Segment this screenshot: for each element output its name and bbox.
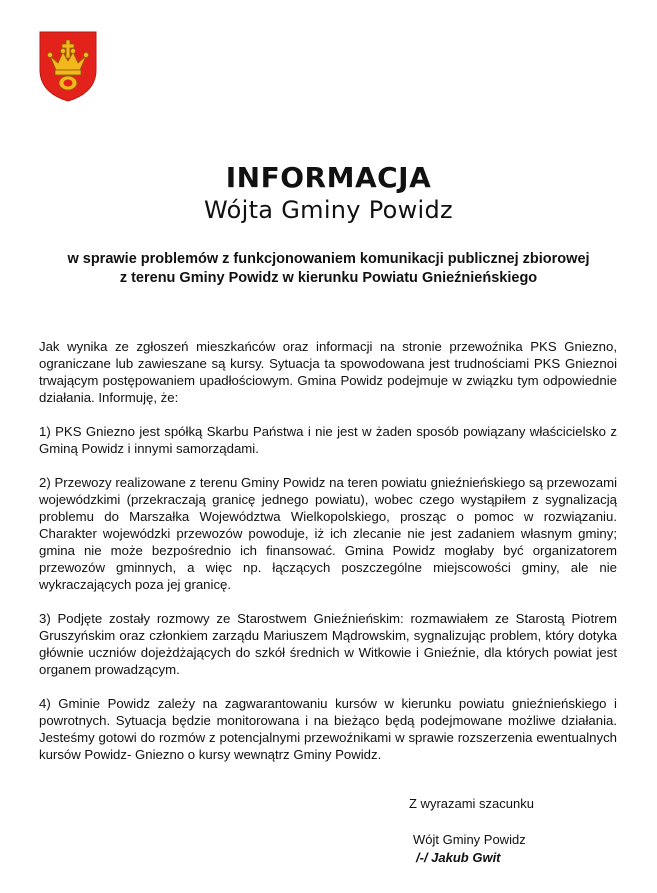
point-3-paragraph: 3) Podjęte zostały rozmowy ze Starostwem Gnieźnieńskim: rozmawiałem ze Starostą Piotrem Gruszyńskim oraz członkiem zarządu Mariuszem Mądrowskim, sygnalizując problem, który dotyka głównie uczniów dojeżdżających do szkół średnich w Witkowie i Gnieźnie, dla których powiat jest organem prowadzącym.	[39, 611, 617, 677]
document-subtitle: Wójta Gminy Powidz	[204, 196, 453, 224]
point-1-paragraph: 1) PKS Gniezno jest spółką Skarbu Państwa i nie jest w żaden sposób powiązany właścicielsko z Gminą Powidz i innymi samorządami.	[39, 424, 617, 456]
subject-line-1: w sprawie problemów z funkcjonowaniem komunikacji publicznej zbiorowej	[67, 251, 590, 267]
intro-paragraph: Jak wynika ze zgłoszeń mieszkańców oraz informacji na stronie przewoźnika PKS Gniezno, ograniczane lub zawieszane są kursy. Sytuacja ta spowodowana jest trudnościami PKS Gnieznoi trwającym postępowaniem upadłościowym. Gmina Powidz podejmuje w związku tym odpowiednie działania. Informuję, że:	[39, 339, 617, 405]
closing-phrase: Z wyrazami szacunku	[409, 796, 534, 811]
document-title: INFORMACJA	[225, 161, 432, 194]
coat-of-arms-icon	[38, 30, 98, 102]
point-2-paragraph: 2) Przewozy realizowane z terenu Gminy Powidz na teren powiatu gnieźnieńskiego są przewozami wojewódzkimi (przekraczają granicę jednego powiatu), wobec czego wystąpiłem z sygnalizacją problemu do Marszałka Województwa Wielkopolskiego, prosząc o pomoc w rozwiązaniu. Charakter wojewódzki przewozów powoduje, iż ich zlecanie nie jest zadaniem własnym gminy; gmina nie może bezpośrednio ich finansować. Gmina Powidz mogłaby być organizatorem przewozów gminnych, a więc np. łączących poszczególne miejscowości gminy, ale nie wykraczających poza jej granicę.	[39, 475, 617, 592]
signatory-title: Wójt Gminy Powidz	[413, 832, 526, 847]
signatory-name: /-/ Jakub Gwit	[416, 850, 501, 865]
document-body	[39, 338, 617, 780]
point-4-paragraph: 4) Gminie Powidz zależy na zagwarantowaniu kursów w kierunku powiatu gnieźnieńskiego i powrotnych. Sytuacja będzie monitorowana i na bieżąco będą podejmowane możliwe działania. Jesteśmy gotowi do rozmów z potencjalnymi przewoźnikami w sprawie rozszerzenia ewentualnych kursów Powidz- Gniezno o kursy wewnątrz Gminy Powidz.	[39, 696, 617, 762]
subject-line-2: z terenu Gminy Powidz w kierunku Powiatu Gnieźnieńskiego	[119, 270, 538, 286]
